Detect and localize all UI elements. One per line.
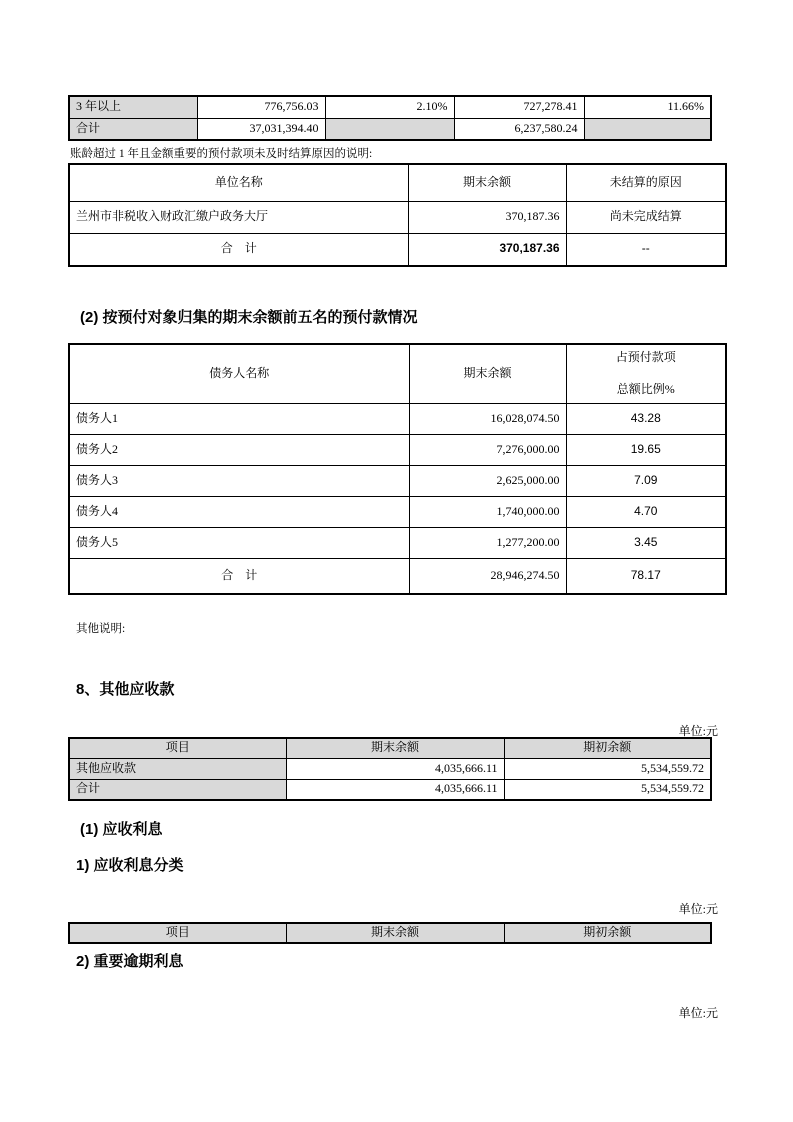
header-debtor-name: 债务人名称 [69,344,409,403]
cell-pct: 19.65 [566,434,726,465]
cell-end-balance: 4,035,666.11 [286,779,504,800]
cell-total-pct: 78.17 [566,558,726,594]
cell-amount: 1,740,000.00 [409,496,566,527]
header-begin-balance: 期初余额 [504,923,711,943]
table-header-row [69,738,711,758]
header-end-balance: 期末余额 [408,164,566,201]
header-end-balance: 期末余额 [286,738,504,758]
cell-amount: 16,028,074.50 [409,403,566,434]
cell-unit-name: 兰州市非税收入财政汇缴户政务大厅 [69,201,408,233]
cell-total-reason: -- [566,233,726,266]
header-item: 项目 [69,923,286,943]
table-total-row [69,558,726,594]
cell-aging-label: 合计 [69,118,197,140]
table-row [69,118,711,140]
interest-receivable-heading: (1) 应收利息 [80,821,163,838]
overdue-interest-heading: 2) 重要逾期利息 [76,953,184,970]
header-pct-line2: 总额比例% [616,381,675,396]
cell-begin-amount: 727,278.41 [454,96,584,118]
cell-begin-balance: 5,534,559.72 [504,779,711,800]
prepayment-aging-table [68,95,712,141]
unsettled-prepayments-table [68,163,727,267]
table-row [69,403,726,434]
cell-amount: 370,187.36 [408,201,566,233]
header-begin-balance: 期初余额 [504,738,711,758]
table-row [69,496,726,527]
cell-begin-pct: 11.66% [584,96,711,118]
cell-end-balance: 4,035,666.11 [286,758,504,779]
cell-debtor: 债务人1 [69,403,409,434]
cell-end-pct: 2.10% [325,96,454,118]
cell-amount: 7,276,000.00 [409,434,566,465]
unit-label: 单位:元 [678,1006,718,1020]
cell-total-label: 合 计 [69,558,409,594]
table-row [69,527,726,558]
cell-amount: 2,625,000.00 [409,465,566,496]
unit-label: 单位:元 [678,724,718,738]
cell-item: 合计 [69,779,286,800]
cell-total-amount: 370,187.36 [408,233,566,266]
header-pct-line1: 占预付款项 [615,349,676,364]
table-row [69,96,711,118]
cell-item: 其他应收款 [69,758,286,779]
unsettled-note: 账龄超过 1 年且金额重要的预付款项未及时结算原因的说明: [70,148,373,160]
table-row [69,201,726,233]
interest-classification-heading: 1) 应收利息分类 [76,857,184,874]
prepay-top5-heading: (2) 按预付对象归集的期末余额前五名的预付款情况 [80,309,418,326]
cell-amount: 1,277,200.00 [409,527,566,558]
cell-debtor: 债务人3 [69,465,409,496]
cell-debtor: 债务人5 [69,527,409,558]
cell-begin-balance: 5,534,559.72 [504,758,711,779]
cell-begin-amount: 6,237,580.24 [454,118,584,140]
cell-end-amount: 37,031,394.40 [197,118,325,140]
cell-pct: 43.28 [566,403,726,434]
cell-end-amount: 776,756.03 [197,96,325,118]
header-end-balance: 期末余额 [286,923,504,943]
unit-label: 单位:元 [678,902,718,916]
table-header-row [69,164,726,201]
table-total-row [69,779,711,800]
table-header-row [69,923,711,943]
other-notes: 其他说明: [76,623,126,635]
table-row [69,758,711,779]
cell-pct: 3.45 [566,527,726,558]
table-total-row [69,233,726,266]
table-row [69,434,726,465]
cell-total-amount: 28,946,274.50 [409,558,566,594]
cell-reason: 尚未完成结算 [566,201,726,233]
cell-debtor: 债务人4 [69,496,409,527]
header-end-balance: 期末余额 [409,344,566,403]
cell-pct: 4.70 [566,496,726,527]
header-item: 项目 [69,738,286,758]
interest-classification-table [68,922,712,944]
header-pct [566,344,726,403]
cell-empty [584,118,711,140]
table-row [69,465,726,496]
cell-aging-label: 3 年以上 [69,96,197,118]
section-8-heading: 8、其他应收款 [76,681,175,698]
other-receivables-table [68,737,712,801]
prepay-top5-table [68,343,727,595]
cell-pct: 7.09 [566,465,726,496]
header-unit-name: 单位名称 [69,164,408,201]
cell-empty [325,118,454,140]
cell-debtor: 债务人2 [69,434,409,465]
cell-total-label: 合 计 [69,233,408,266]
header-reason: 未结算的原因 [566,164,726,201]
table-header-row [69,344,726,403]
